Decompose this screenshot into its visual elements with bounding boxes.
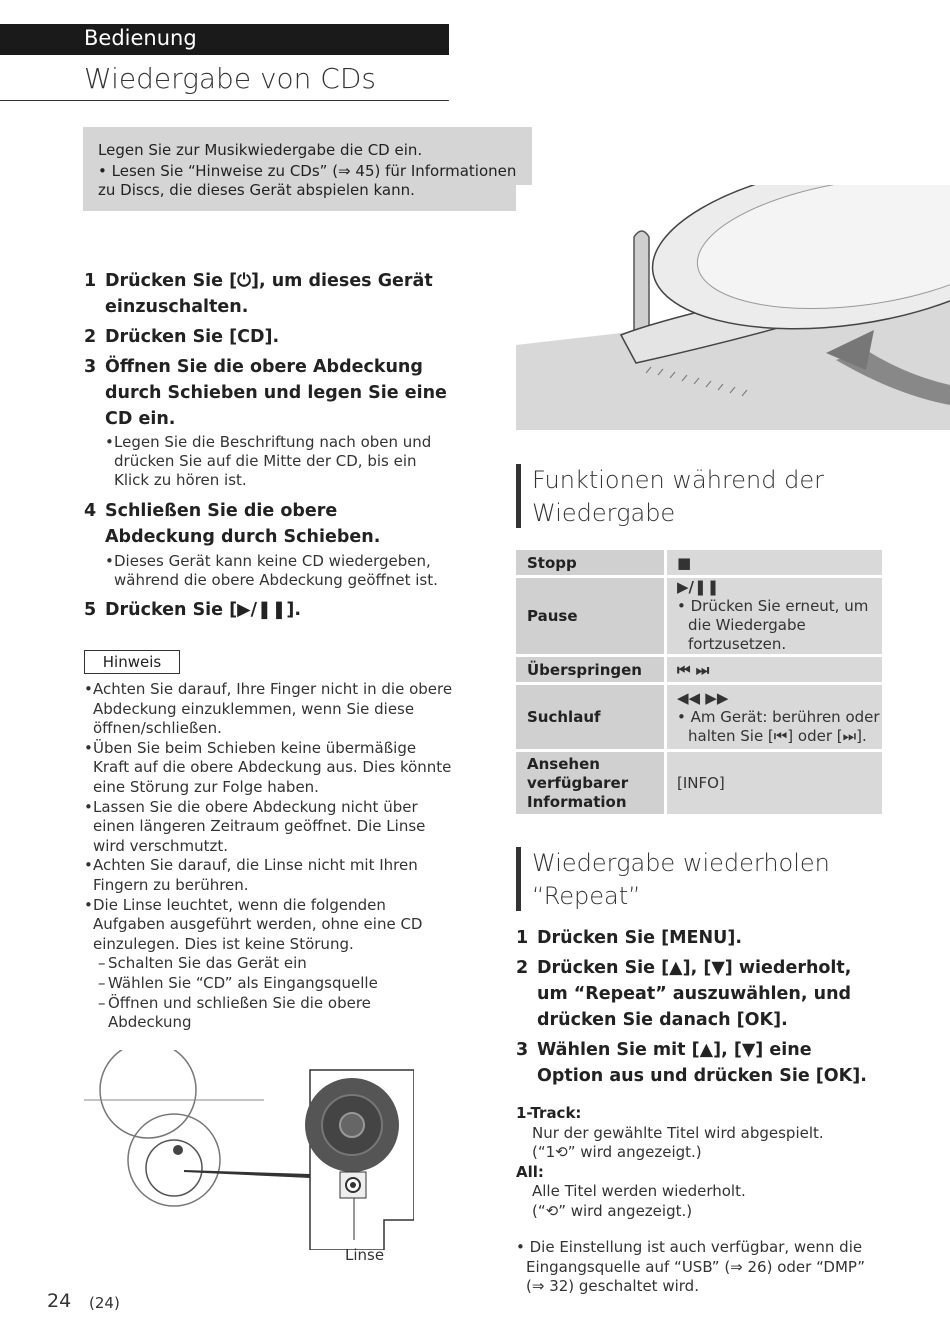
step-number: 2: [84, 327, 97, 347]
section-header: [0, 24, 449, 55]
table-row: [516, 657, 882, 682]
hinweis-notes: [84, 680, 454, 1033]
note-item: • Achten Sie darauf, die Linse nicht mit Ihren Fingern zu berühren.: [84, 856, 454, 895]
page-title: Wiedergabe von CDs: [84, 62, 377, 95]
row-key: Pause: [516, 578, 664, 654]
functions-heading: [516, 464, 876, 530]
row-key: Stopp: [516, 550, 664, 575]
page-number-sub: (24): [89, 1294, 120, 1312]
option-desc: Alle Titel werden wiederholt.: [532, 1182, 746, 1200]
step-number: 2: [516, 958, 529, 978]
step-text: Drücken Sie [▶/❚❚].: [105, 600, 301, 620]
heading-bar: [516, 464, 521, 528]
repeat-step-1: [516, 925, 886, 951]
table-row: [516, 685, 882, 749]
stop-icon: ■: [677, 553, 692, 572]
row-key: Ansehen verfügbarer Information: [516, 752, 664, 814]
step-text: Öffnen Sie die obere Abdeckung durch Schieben und legen Sie eine CD ein.: [105, 357, 447, 429]
dash-item: – Schalten Sie das Gerät ein: [84, 954, 454, 974]
note-item: • Die Linse leuchtet, wenn die folgenden Aufgaben ausgeführt werden, ohne eine CD einzulegen. Dies ist keine Störung.: [84, 896, 454, 955]
option-indicator: (“⟲” wird angezeigt.): [532, 1201, 693, 1220]
heading-text: Funktionen während der Wiedergabe: [532, 466, 824, 527]
step-text: Drücken Sie [CD].: [105, 327, 280, 347]
functions-table: [516, 547, 882, 817]
row-key: Überspringen: [516, 657, 664, 682]
step-number: 4: [84, 501, 97, 521]
device-illustration: [516, 185, 950, 430]
section-label: Bedienung: [84, 26, 197, 50]
dash-item: – Wählen Sie “CD” als Eingangsquelle: [84, 974, 454, 994]
step-3-note: • Legen Sie die Beschriftung nach oben und drücken Sie auf die Mitte der CD, bis ein Klick zu hören ist.: [105, 433, 432, 489]
step-text: Drücken Sie [▲], [▼] wiederholt, um “Repeat” auszuwählen, und drücken Sie danach [OK].: [537, 958, 852, 1030]
option-desc: Nur der gewählte Titel wird abgespielt.: [532, 1123, 824, 1142]
title-divider: [0, 100, 449, 101]
step-number: 3: [516, 1040, 529, 1060]
repeat-heading: [516, 847, 876, 913]
step-4-note: • Dieses Gerät kann keine CD wiedergeben, während die obere Abdeckung geöffnet ist.: [105, 552, 438, 589]
option-indicator: (“1⟲” wird angezeigt.): [532, 1143, 702, 1161]
repeat-note: • Die Einstellung ist auch verfügbar, wenn die Eingangsquelle auf “USB” (⇒ 26) oder “DMP” (⇒ 32) geschaltet wird.: [516, 1238, 865, 1295]
heading-bar: [516, 847, 521, 911]
step-4: [84, 498, 454, 550]
lens-label: Linse: [345, 1246, 385, 1264]
dash-item: – Öffnen und schließen Sie die obere Abdeckung: [84, 994, 454, 1033]
note-item: • Lassen Sie die obere Abdeckung nicht über einen längeren Zeitraum geöffnet. Die Linse wird verschmutzt.: [84, 798, 454, 857]
step-text: Wählen Sie mit [▲], [▼] eine Option aus und drücken Sie [OK].: [537, 1040, 867, 1086]
hinweis-label: Hinweis: [84, 650, 180, 674]
note-text: Legen Sie die Beschriftung nach oben und drücken Sie auf die Mitte der CD, bis ein Klick zu hören ist.: [114, 433, 432, 489]
page-number: 24: [47, 1290, 72, 1312]
row-value: [664, 550, 882, 575]
step-5: [84, 597, 454, 623]
row-note: • Am Gerät: berühren oder halten Sie [⏮] oder [⏭].: [677, 707, 880, 745]
step-text: Schließen Sie die obere Abdeckung durch Schieben.: [105, 501, 381, 547]
search-icon: ◀◀ ▶▶: [677, 688, 729, 707]
intro-line: Legen Sie zur Musikwiedergabe die CD ein.: [98, 141, 423, 159]
lens-illustration: [84, 1050, 414, 1250]
table-row: [516, 578, 882, 654]
step-number: 3: [84, 357, 97, 377]
row-value: [664, 657, 882, 682]
row-value: [664, 685, 882, 749]
repeat-step-3: [516, 1037, 886, 1089]
intro-note: • Lesen Sie “Hinweise zu CDs” (⇒ 45) für Informationen zu Discs, die dieses Gerät abspielen kann.: [98, 162, 517, 199]
step-text: Drücken Sie [⏻], um dieses Gerät einzuschalten.: [105, 271, 433, 317]
option-label: All:: [516, 1162, 544, 1181]
row-value: [INFO]: [664, 752, 882, 814]
intro-box: [83, 127, 532, 211]
repeat-step-2: [516, 955, 886, 1033]
repeat-options: [516, 1104, 886, 1221]
play-pause-icon: ▶/❚❚: [677, 578, 720, 596]
step-1: [84, 268, 454, 320]
note-text: Dieses Gerät kann keine CD wiedergeben, während die obere Abdeckung geöffnet ist.: [114, 552, 438, 589]
row-key: Suchlauf: [516, 685, 664, 749]
heading-text: Wiedergabe wiederholen “Repeat”: [532, 849, 830, 910]
option-label: 1-Track:: [516, 1104, 582, 1122]
table-row: [516, 550, 882, 575]
step-number: 5: [84, 600, 97, 620]
step-2: [84, 324, 454, 350]
note-item: • Üben Sie beim Schieben keine übermäßige Kraft auf die obere Abdeckung aus. Dies könnte eine Störung zur Folge haben.: [84, 739, 454, 798]
table-row: [516, 752, 882, 814]
note-item: • Achten Sie darauf, Ihre Finger nicht in die obere Abdeckung einzuklemmen, wenn Sie diese öffnen/schließen.: [84, 680, 454, 739]
row-note: • Drücken Sie erneut, um die Wiedergabe fortzusetzen.: [677, 597, 869, 653]
skip-icon: ⏮ ⏭: [677, 660, 710, 679]
step-3: [84, 354, 454, 432]
row-value: [664, 578, 882, 654]
step-number: 1: [84, 271, 97, 291]
step-text: Drücken Sie [MENU].: [537, 928, 743, 948]
step-number: 1: [516, 928, 529, 948]
